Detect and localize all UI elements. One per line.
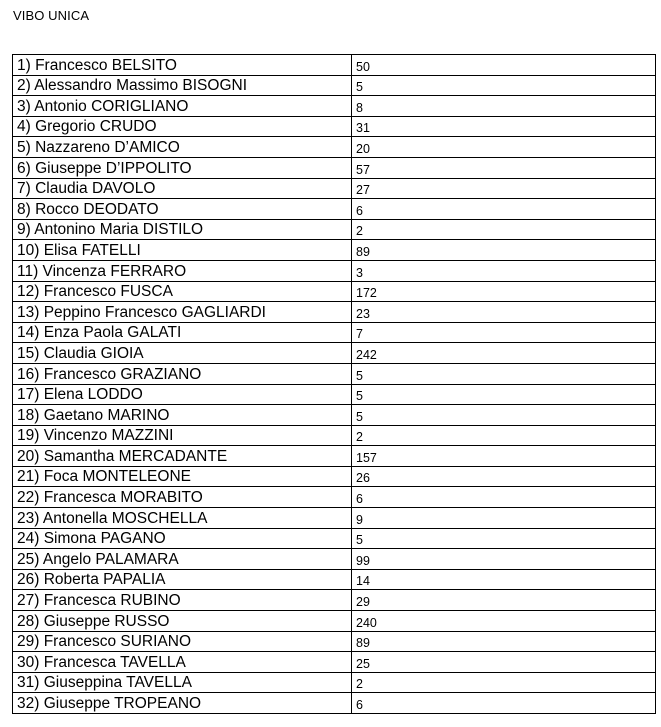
table-row <box>13 302 656 323</box>
table-row <box>13 569 656 590</box>
candidate-name-cell: 7) Claudia DAVOLO <box>13 178 352 199</box>
votes-cell: 6 <box>352 693 656 714</box>
votes-cell: 9 <box>352 508 656 529</box>
votes-cell: 57 <box>352 157 656 178</box>
table-row <box>13 672 656 693</box>
votes-cell: 99 <box>352 549 656 570</box>
candidate-name-cell: 23) Antonella MOSCHELLA <box>13 508 352 529</box>
table-row <box>13 137 656 158</box>
votes-cell: 242 <box>352 343 656 364</box>
candidate-name-cell: 28) Giuseppe RUSSO <box>13 611 352 632</box>
table-row <box>13 611 656 632</box>
candidate-name-cell: 1) Francesco BELSITO <box>13 55 352 76</box>
votes-cell: 26 <box>352 466 656 487</box>
table-row <box>13 157 656 178</box>
votes-cell: 89 <box>352 240 656 261</box>
table-row <box>13 260 656 281</box>
candidate-name-cell: 20) Samantha MERCADANTE <box>13 446 352 467</box>
document-title: VIBO UNICA <box>13 8 90 23</box>
candidate-name-cell: 17) Elena LODDO <box>13 384 352 405</box>
table-row <box>13 343 656 364</box>
table-row <box>13 405 656 426</box>
candidate-name-cell: 22) Francesca MORABITO <box>13 487 352 508</box>
votes-cell: 89 <box>352 631 656 652</box>
candidate-name-cell: 3) Antonio CORIGLIANO <box>13 96 352 117</box>
table-row <box>13 425 656 446</box>
votes-cell: 5 <box>352 528 656 549</box>
table-row <box>13 96 656 117</box>
candidate-name-cell: 27) Francesca RUBINO <box>13 590 352 611</box>
table-row <box>13 508 656 529</box>
table-row <box>13 199 656 220</box>
table-row <box>13 281 656 302</box>
votes-cell: 29 <box>352 590 656 611</box>
table-row <box>13 240 656 261</box>
candidate-name-cell: 32) Giuseppe TROPEANO <box>13 693 352 714</box>
table-row <box>13 693 656 714</box>
results-table <box>12 54 656 714</box>
candidate-name-cell: 5) Nazzareno D’AMICO <box>13 137 352 158</box>
candidate-name-cell: 2) Alessandro Massimo BISOGNI <box>13 75 352 96</box>
table-row <box>13 363 656 384</box>
candidate-name-cell: 6) Giuseppe D’IPPOLITO <box>13 157 352 178</box>
table-row <box>13 466 656 487</box>
votes-cell: 14 <box>352 569 656 590</box>
results-table-body <box>13 55 656 714</box>
candidate-name-cell: 21) Foca MONTELEONE <box>13 466 352 487</box>
candidate-name-cell: 15) Claudia GIOIA <box>13 343 352 364</box>
candidate-name-cell: 31) Giuseppina TAVELLA <box>13 672 352 693</box>
votes-cell: 6 <box>352 199 656 220</box>
votes-cell: 2 <box>352 672 656 693</box>
table-row <box>13 631 656 652</box>
votes-cell: 157 <box>352 446 656 467</box>
candidate-name-cell: 26) Roberta PAPALIA <box>13 569 352 590</box>
table-row <box>13 528 656 549</box>
candidate-name-cell: 14) Enza Paola GALATI <box>13 322 352 343</box>
votes-cell: 5 <box>352 75 656 96</box>
votes-cell: 25 <box>352 652 656 673</box>
table-row <box>13 322 656 343</box>
candidate-name-cell: 18) Gaetano MARINO <box>13 405 352 426</box>
candidate-name-cell: 24) Simona PAGANO <box>13 528 352 549</box>
table-row <box>13 178 656 199</box>
candidate-name-cell: 19) Vincenzo MAZZINI <box>13 425 352 446</box>
votes-cell: 172 <box>352 281 656 302</box>
table-row <box>13 384 656 405</box>
table-row <box>13 219 656 240</box>
table-row <box>13 116 656 137</box>
table-row <box>13 446 656 467</box>
votes-cell: 5 <box>352 363 656 384</box>
votes-cell: 7 <box>352 322 656 343</box>
votes-cell: 8 <box>352 96 656 117</box>
candidate-name-cell: 13) Peppino Francesco GAGLIARDI <box>13 302 352 323</box>
candidate-name-cell: 29) Francesco SURIANO <box>13 631 352 652</box>
candidate-name-cell: 12) Francesco FUSCA <box>13 281 352 302</box>
votes-cell: 20 <box>352 137 656 158</box>
candidate-name-cell: 16) Francesco GRAZIANO <box>13 363 352 384</box>
table-row <box>13 75 656 96</box>
table-row <box>13 590 656 611</box>
candidate-name-cell: 25) Angelo PALAMARA <box>13 549 352 570</box>
candidate-name-cell: 10) Elisa FATELLI <box>13 240 352 261</box>
table-row <box>13 487 656 508</box>
votes-cell: 2 <box>352 425 656 446</box>
table-row <box>13 652 656 673</box>
table-row <box>13 549 656 570</box>
candidate-name-cell: 8) Rocco DEODATO <box>13 199 352 220</box>
votes-cell: 5 <box>352 405 656 426</box>
candidate-name-cell: 9) Antonino Maria DISTILO <box>13 219 352 240</box>
votes-cell: 5 <box>352 384 656 405</box>
votes-cell: 27 <box>352 178 656 199</box>
candidate-name-cell: 4) Gregorio CRUDO <box>13 116 352 137</box>
votes-cell: 240 <box>352 611 656 632</box>
votes-cell: 3 <box>352 260 656 281</box>
votes-cell: 2 <box>352 219 656 240</box>
candidate-name-cell: 30) Francesca TAVELLA <box>13 652 352 673</box>
candidate-name-cell: 11) Vincenza FERRARO <box>13 260 352 281</box>
votes-cell: 50 <box>352 55 656 76</box>
votes-cell: 6 <box>352 487 656 508</box>
table-row <box>13 55 656 76</box>
votes-cell: 31 <box>352 116 656 137</box>
votes-cell: 23 <box>352 302 656 323</box>
